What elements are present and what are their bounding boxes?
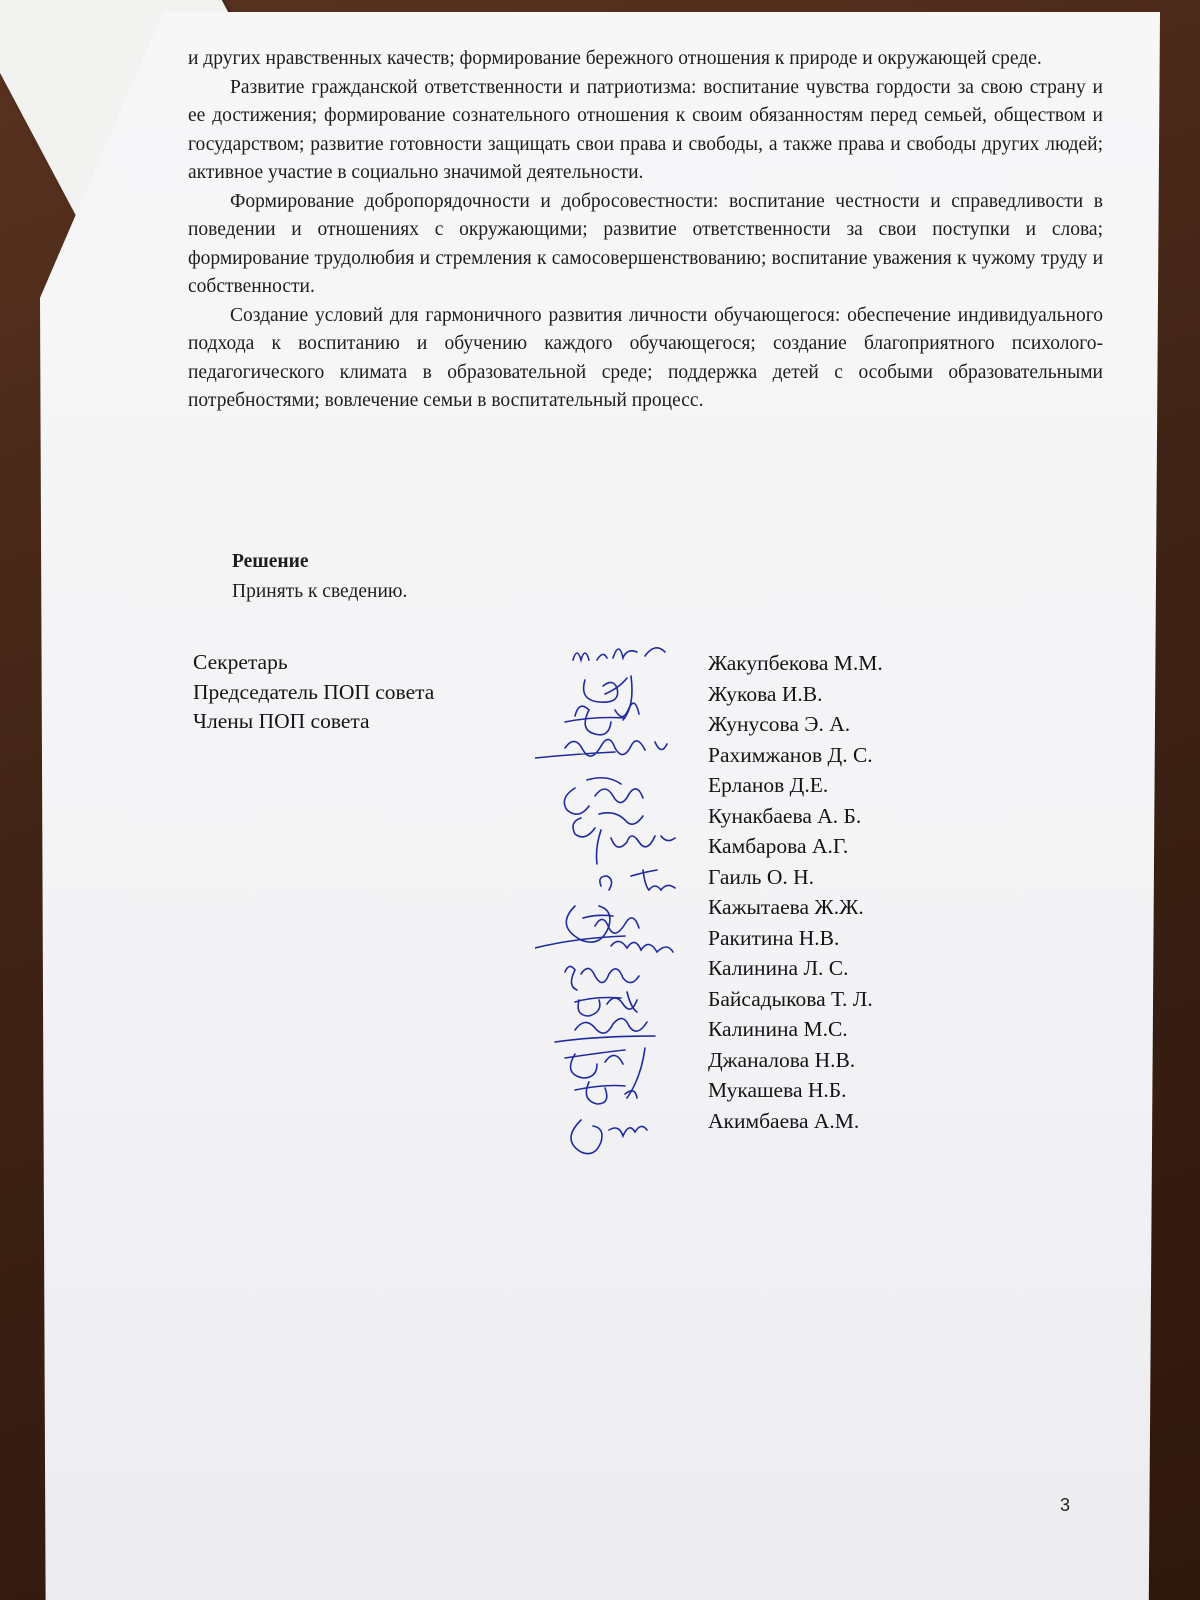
paragraph-civic-responsibility: Развитие гражданской ответственности и патриотизма: воспитание чувства гордости за свою страну и ее достижения; формирование сознательного отношения к своим обязанностям перед семьей, обществом и государством; развитие готовности защищать свои права и свободы, а также права и свободы других людей; активное участие в социально значимой деятельности. [188,76,1103,183]
signatories-list [708,648,883,1136]
signatory-name: Жунусова Э. А. [708,712,851,736]
role-chairman: Председатель ПОП совета [193,679,435,704]
signatory-name: Джаналова Н.В. [708,1047,856,1072]
signatory-name: Байсадыкова Т. Л. [708,986,873,1011]
page-number: 3 [1060,1495,1071,1515]
signatory-name: Калинина Л. С. [708,956,849,980]
signatory-name: Ерланов Д.Е. [708,773,829,797]
paragraph-harmonious-development: Создание условий для гармоничного развития личности обучающегося: обеспечение индивидуального подхода к воспитанию и обучению каждого обучающегося; создание благоприятного психолого-педагогического климата в образовательной среде; поддержка детей с особыми образовательными потребностями; вовлечение семьи в воспитательный процесс. [188,304,1103,411]
roles-column [193,648,434,737]
role-members: Члены ПОП совета [193,709,370,733]
signatory-name: Жукова И.В. [708,681,823,706]
signatory-name: Гаиль О. Н. [708,864,815,889]
signatory-name: Кажытаева Ж.Ж. [708,895,864,919]
signatory-name: Акимбаева А.М. [708,1108,860,1133]
decision-text: Принять к сведению. [232,581,408,602]
decision-heading: Решение [232,551,309,572]
role-secretary: Секретарь [193,650,288,674]
handwritten-signatures [535,630,725,1160]
paragraph-integrity: Формирование добропорядочности и добросовестности: воспитание честности и справедливости в поведении и отношениях с окружающими; развитие ответственности за свои поступки и слова; формирование трудолюбия и стремления к самосовершенствованию; воспитание уважения к чужому труду и собственности. [188,190,1103,297]
signatory-name: Кунакбаева А. Б. [708,803,862,828]
signatory-name: Камбарова А.Г. [708,834,849,858]
signatory-name: Мукашева Н.Б. [708,1078,847,1102]
paragraph-moral-qualities: и других нравственных качеств; формирование бережного отношения к природе и окружающей среде. [188,48,1042,69]
signatory-name: Калинина М.С. [708,1017,848,1041]
signatory-name: Жакупбекова М.М. [708,651,883,675]
signatory-name: Ракитина Н.В. [708,925,840,950]
document-body [188,45,1103,416]
signatory-name: Рахимжанов Д. С. [708,742,873,767]
